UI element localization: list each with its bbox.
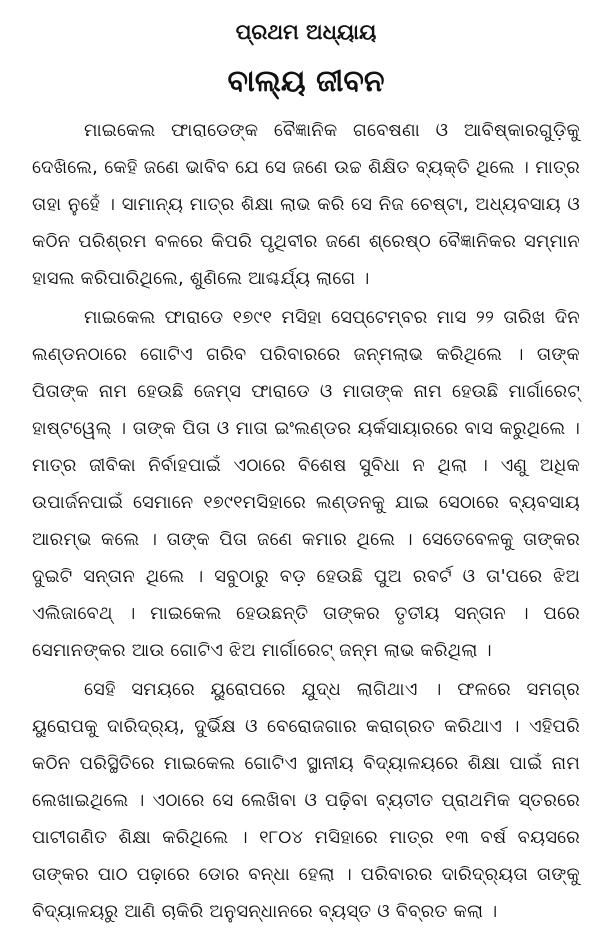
paragraph-text: ସେହି ସମୟରେ ୟୁରୋପରେ ଯୁଦ୍ଧ ଲାଗିଥାଏ । ଫଳରେ ସମଗ୍ର ୟୁରୋପକୁ ଦାରିଦ୍ର୍ୟ, ଦୁର୍ଭିକ୍ଷ ଓ ବେରୋଜଗାର କରାଗ୍ରତ କରିଥାଏ । ଏହିପରି କଠିନ ପରିସ୍ଥିତିରେ ମାଇକେଲ ଗୋଟିଏ ସ୍ଥାନୀୟ ବିଦ୍ୟାଳୟରେ ଶିକ୍ଷା ପାଇଁ ନାମ ଲେଖାଇଥିଲେ । ଏଠାରେ ସେ ଲେଖିବା ଓ ପଢ଼ିବା ବ୍ୟତୀତ ପ୍ରାଥମିକ ସ୍ତରରେ ପାଟୀଗଣିତ ଶିକ୍ଷା କରିଥିଲେ । ୧୮୦୪ ମସିହାରେ ମାତ୍ର ୧୩ ବର୍ଷ ବୟସରେ ତାଙ୍କର ପାଠ ପଢ଼ାରେ ଡୋର ବନ୍ଧା ହେଲା । ପରିବାରର ଦାରିଦ୍ର୍ୟତା ତାଙ୍କୁ ବିଦ୍ୟାଳୟରୁ ଆଣି ଚାକିରି ଅନୁସନ୍ଧାନରେ ବ୍ୟସ୍ତ ଓ ବିବ୍ରତ କଲା ।	[32, 679, 580, 922]
paragraph-text: ମାଇକେଲ ଫାରାଡେଙ୍କ ବୈଜ୍ଞାନିକ ଗବେଷଣା ଓ ଆବିଷ୍କାରଗୁଡ଼ିକୁ ଦେଖିଲେ, କେହି ଜଣେ ଭାବିବ ଯେ ସେ ଜଣେ ଉଚ୍ଚ ଶିକ୍ଷିତ ବ୍ୟକ୍ତି ଥିଲେ । ମାତ୍ର ତାହା ନୁହେଁ । ସାମାନ୍ୟ ମାତ୍ର ଶିକ୍ଷା ଲାଭ କରି ସେ ନିଜ ଚେଷ୍ଟା, ଅଧ୍ୟବସାୟ ଓ କଠିନ ପରିଶ୍ରମ ବଳରେ କିପରି ପୃଥିବୀର ଜଣେ ଶ୍ରେଷ୍ଠ ବୈଜ୍ଞାନିକର ସମ୍ମାନ ହାସଲ କରିପାରିଥିଲେ, ଶୁଣିଲେ ଆଶ୍ଚର୍ଯ୍ୟ ଲାଗେ ।	[32, 120, 580, 289]
paragraph-text: ମାଇକେଲ ଫାରାଡେ ୧୭୯୧ ମସିହା ସେପ୍ଟେମ୍ବର ମାସ ୨୨ ତାରିଖ ଦିନ ଲଣ୍ଡନଠାରେ ଗୋଟିଏ ଗରିବ ପରିବାରରେ ଜନ୍ମଲାଭ କରିଥିଲେ । ତାଙ୍କ ପିତାଙ୍କ ନାମ ହେଉଛି ଜେମ୍ସ ଫାରାଡେ ଓ ମାତାଙ୍କ ନାମ ହେଉଛି ମାର୍ଗାରେଟ୍ ହାଷ୍ଟୱେଲ୍ । ତାଙ୍କ ପିତା ଓ ମାତା ଇଂଲଣ୍ଡର ୟର୍କସାୟାରରେ ବାସ କରୁଥିଲେ । ମାତ୍ର ଜୀବିକା ନିର୍ବାହପାଇଁ ଏଠାରେ ବିଶେଷ ସୁବିଧା ନ ଥିଲା । ଏଣୁ ଅଧିକ ଉପାର୍ଜନପାଇଁ ସେମାନେ ୧୭୯୧ମସିହାରେ ଲଣ୍ଡନକୁ ଯାଇ ସେଠାରେ ବ୍ୟବସାୟ ଆରମ୍ଭ କଲେ । ତାଙ୍କ ପିତା ଜଣେ କମାର ଥିଲେ । ସେତେବେଳକୁ ତାଙ୍କର ଦୁଇଟି ସନ୍ତାନ ଥିଲେ । ସବୁଠାରୁ ବଡ଼ ହେଉଛି ପୁଅ ରବର୍ଟ ଓ ତା'ପରେ ଝିଅ ଏଲିଜାବେଥ୍ । ମାଇକେଲ ହେଉଛନ୍ତି ତାଙ୍କର ତୃତୀୟ ସନ୍ତାନ । ପରେ ସେମାନଙ୍କର ଆଉ ଗୋଟିଏ ଝିଅ ମାର୍ଗାରେଟ୍ ଜନ୍ମ ଲାଭ କରିଥିଲା ।	[32, 307, 580, 661]
paragraph	[32, 671, 580, 930]
paragraph	[32, 112, 580, 297]
book-page	[32, 0, 580, 922]
paragraph	[32, 299, 580, 669]
chapter-heading: ପ୍ରଥମ ଅଧ୍ୟାୟ	[235, 20, 377, 44]
chapter-body	[32, 112, 580, 932]
chapter-title: ବାଲ୍ୟ ଜୀବନ	[227, 64, 385, 99]
